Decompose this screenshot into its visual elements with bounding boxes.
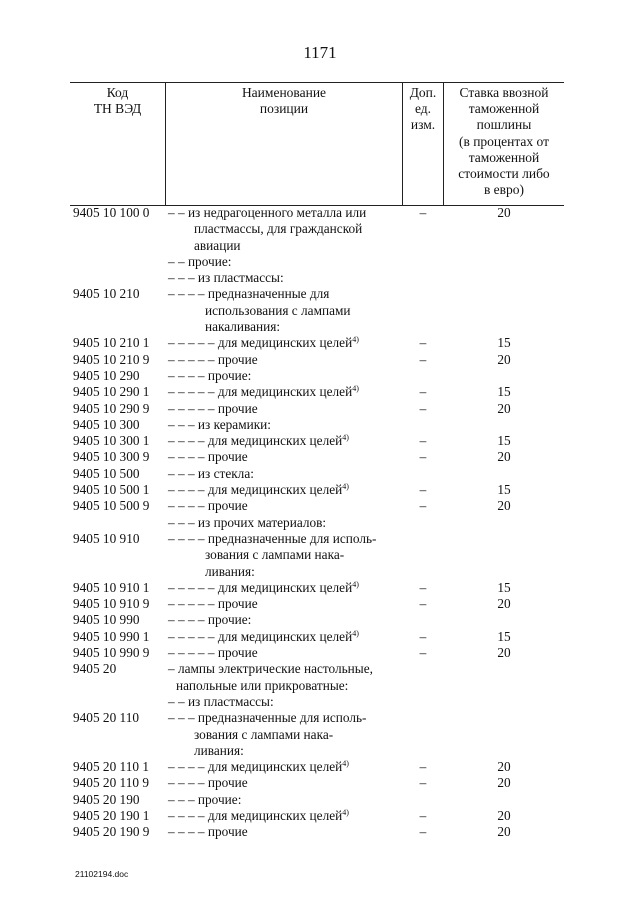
row-unit: – — [419, 807, 427, 823]
row-name-text: – – – – – для медицинских целей — [168, 384, 353, 400]
row-name — [168, 482, 349, 498]
footnote-marker: 4) — [342, 759, 349, 769]
row-unit: – — [419, 628, 427, 644]
row-code: 9405 10 300 9 — [73, 449, 150, 465]
row-name — [168, 449, 248, 465]
row-name — [168, 515, 326, 531]
row-name-text: – – – – прочие — [168, 449, 248, 465]
row-name — [168, 466, 254, 482]
row-name — [168, 759, 349, 775]
row-name-text: – – – – прочие — [168, 775, 248, 791]
row-name-text: – – из недрагоценного металла или — [168, 205, 367, 220]
row-unit: – — [419, 205, 427, 220]
table-row — [0, 335, 640, 351]
row-name — [168, 368, 251, 384]
row-name-text: – – – – прочие: — [168, 612, 252, 628]
row-code: 9405 10 500 1 — [73, 482, 150, 498]
footnote-marker: 4) — [342, 433, 349, 443]
row-name-text: – – – из керамики: — [168, 416, 271, 432]
row-name — [168, 303, 351, 319]
row-name-text: ливания: — [194, 742, 244, 758]
table-row — [0, 352, 640, 368]
table-row — [0, 596, 640, 612]
row-name-text: – – – предназначенные для исполь- — [168, 710, 367, 726]
row-rate: 20 — [497, 596, 511, 612]
footnote-marker: 4) — [352, 628, 359, 638]
row-name-text: – – – – – для медицинских целей — [168, 335, 353, 351]
row-name — [168, 221, 362, 237]
row-code: 9405 10 210 1 — [73, 335, 150, 351]
table-row — [0, 270, 640, 286]
row-rate: 20 — [497, 449, 511, 465]
table-row — [0, 466, 640, 482]
header-code: Код ТН ВЭД — [93, 85, 142, 117]
table-row — [0, 319, 640, 335]
row-rate: 20 — [497, 351, 511, 367]
footnote-marker: 4) — [352, 579, 359, 589]
table-row — [0, 645, 640, 661]
row-rate: 20 — [497, 645, 511, 661]
row-rate: 20 — [497, 824, 511, 840]
row-name — [168, 808, 349, 824]
table-row — [0, 286, 640, 302]
row-code: 9405 20 190 1 — [73, 807, 150, 823]
row-code: 9405 10 300 — [73, 416, 140, 432]
row-name — [168, 661, 373, 677]
row-name-text: – – – – предназначенные для исполь- — [168, 530, 377, 546]
table-row — [0, 303, 640, 319]
row-name-text: – – – – предназначенные для — [168, 286, 330, 302]
row-name — [168, 710, 367, 726]
row-name-text: использования с лампами — [205, 302, 351, 318]
row-unit: – — [419, 433, 427, 449]
row-name-text: – – – – – прочие — [168, 351, 258, 367]
table-row — [0, 368, 640, 384]
table-row — [0, 531, 640, 547]
row-name-text: – – прочие: — [168, 253, 232, 269]
row-name-text: – – – из стекла: — [168, 465, 254, 481]
table-row — [0, 205, 640, 221]
row-name-text: – – – – – прочие — [168, 596, 258, 612]
row-name — [168, 433, 349, 449]
row-name — [168, 417, 271, 433]
row-name — [168, 727, 333, 743]
table-row — [0, 694, 640, 710]
table-row — [0, 580, 640, 596]
row-code: 9405 10 300 1 — [73, 433, 150, 449]
row-code: 9405 10 500 — [73, 465, 140, 481]
row-rate: 20 — [497, 498, 511, 514]
table-row — [0, 727, 640, 743]
row-rate: 15 — [497, 628, 511, 644]
table-row — [0, 629, 640, 645]
table-row — [0, 547, 640, 563]
row-name-text: зования с лампами нака- — [194, 726, 334, 742]
table-row — [0, 743, 640, 759]
row-name-text: напольные или прикроватные: — [176, 677, 349, 693]
row-code: 9405 10 500 9 — [73, 498, 150, 514]
row-name — [168, 678, 348, 694]
row-name-text: накаливания: — [205, 319, 281, 335]
table-row — [0, 710, 640, 726]
footnote-marker: 4) — [352, 335, 359, 345]
row-name — [168, 694, 274, 710]
table-row — [0, 775, 640, 791]
row-name — [168, 384, 359, 400]
row-code: 9405 10 990 9 — [73, 645, 150, 661]
row-rate: 20 — [497, 400, 511, 416]
row-name — [168, 645, 258, 661]
row-unit: – — [419, 579, 427, 595]
table-row — [0, 661, 640, 677]
row-name — [168, 238, 241, 254]
row-unit: – — [419, 482, 427, 498]
footnote-marker: 4) — [352, 384, 359, 394]
table-row — [0, 449, 640, 465]
header-top-rule — [70, 82, 564, 83]
row-name — [168, 564, 255, 580]
row-rate: 20 — [497, 775, 511, 791]
row-name — [168, 205, 366, 221]
table-row — [0, 401, 640, 417]
table-row — [0, 433, 640, 449]
row-rate: 15 — [497, 433, 511, 449]
row-code: 9405 20 110 9 — [73, 775, 149, 791]
row-rate: 15 — [497, 579, 511, 595]
row-code: 9405 10 210 9 — [73, 351, 150, 367]
row-code: 9405 10 910 1 — [73, 579, 150, 595]
table-row — [0, 612, 640, 628]
row-name — [168, 319, 280, 335]
row-unit: – — [419, 384, 427, 400]
row-name-text: – – – – – прочие — [168, 400, 258, 416]
row-name — [168, 824, 248, 840]
row-code: 9405 10 990 1 — [73, 628, 150, 644]
row-unit: – — [419, 645, 427, 661]
table-row — [0, 808, 640, 824]
row-name — [168, 580, 359, 596]
header-rate: Ставка ввозной таможенной пошлины (в процентах от таможенной стоимости либо в евро) — [458, 85, 550, 198]
page-number: 1171 — [303, 43, 337, 62]
row-code: 9405 10 100 0 — [73, 205, 150, 220]
row-code: 9405 10 210 — [73, 286, 140, 302]
row-name — [168, 352, 258, 368]
row-code: 9405 10 910 — [73, 530, 140, 546]
row-code: 9405 10 910 9 — [73, 596, 150, 612]
row-name-text: зования с лампами нака- — [205, 547, 345, 563]
row-unit: – — [419, 498, 427, 514]
row-name-text: – – – – – для медицинских целей — [168, 628, 353, 644]
row-rate: 15 — [497, 482, 511, 498]
row-name-text: – – – – для медицинских целей — [168, 482, 343, 498]
row-name — [168, 596, 258, 612]
row-unit: – — [419, 351, 427, 367]
table-row — [0, 824, 640, 840]
table-row — [0, 564, 640, 580]
table-row — [0, 678, 640, 694]
row-name — [168, 401, 258, 417]
row-code: 9405 20 110 — [73, 710, 139, 726]
table-row — [0, 498, 640, 514]
row-code: 9405 10 290 1 — [73, 384, 150, 400]
row-name-text: – – – – – прочие — [168, 645, 258, 661]
row-name — [168, 335, 359, 351]
row-name-text: – – из пластмассы: — [168, 693, 274, 709]
row-rate: 20 — [497, 205, 511, 220]
table-row — [0, 254, 640, 270]
row-rate: 20 — [497, 759, 511, 775]
row-name-text: – – – – для медицинских целей — [168, 433, 343, 449]
row-code: 9405 10 990 — [73, 612, 140, 628]
row-name-text: авиации — [194, 237, 241, 253]
row-name-text: – – – из прочих материалов: — [168, 514, 327, 530]
row-unit: – — [419, 824, 427, 840]
tariff-table-body — [0, 205, 640, 841]
row-name-text: – – – – для медицинских целей — [168, 759, 343, 775]
row-name — [168, 612, 251, 628]
row-name-text: пластмассы, для гражданской — [194, 221, 363, 237]
row-name — [168, 775, 248, 791]
table-row — [0, 417, 640, 433]
row-name — [168, 629, 359, 645]
table-row — [0, 759, 640, 775]
row-unit: – — [419, 449, 427, 465]
row-code: 9405 10 290 — [73, 367, 140, 383]
row-name-text: – – – – прочие — [168, 824, 248, 840]
row-code: 9405 10 290 9 — [73, 400, 150, 416]
row-unit: – — [419, 759, 427, 775]
header-name: Наименование позиции — [241, 85, 327, 117]
row-name — [168, 498, 248, 514]
table-row — [0, 792, 640, 808]
row-unit: – — [419, 775, 427, 791]
row-unit: – — [419, 335, 427, 351]
row-unit: – — [419, 400, 427, 416]
row-name-text: – – – – прочие — [168, 498, 248, 514]
header-unit: Доп. ед. изм. — [409, 85, 437, 133]
row-name — [168, 286, 329, 302]
row-name — [168, 531, 376, 547]
footnote-marker: 4) — [342, 807, 349, 817]
row-name — [168, 547, 344, 563]
row-name-text: – – – прочие: — [168, 791, 242, 807]
row-rate: 15 — [497, 335, 511, 351]
table-row — [0, 238, 640, 254]
row-unit: – — [419, 596, 427, 612]
table-row — [0, 515, 640, 531]
row-name-text: – лампы электрические настольные, — [168, 661, 373, 677]
row-rate: 20 — [497, 807, 511, 823]
row-code: 9405 20 110 1 — [73, 759, 149, 775]
row-code: 9405 20 190 9 — [73, 824, 150, 840]
row-name — [168, 270, 284, 286]
row-name — [168, 792, 241, 808]
table-row — [0, 482, 640, 498]
row-name-text: – – – из пластмассы: — [168, 270, 284, 286]
row-name — [168, 254, 231, 270]
row-code: 9405 20 190 — [73, 791, 140, 807]
table-row — [0, 221, 640, 237]
row-name — [168, 743, 244, 759]
row-rate: 15 — [497, 384, 511, 400]
table-row — [0, 384, 640, 400]
row-name-text: – – – – для медицинских целей — [168, 807, 343, 823]
row-name-text: – – – – – для медицинских целей — [168, 579, 353, 595]
row-name-text: – – – – прочие: — [168, 367, 252, 383]
row-name-text: ливания: — [205, 563, 255, 579]
footnote-marker: 4) — [342, 482, 349, 492]
row-code: 9405 20 — [73, 661, 117, 677]
document-filename: 21102194.doc — [75, 869, 129, 879]
